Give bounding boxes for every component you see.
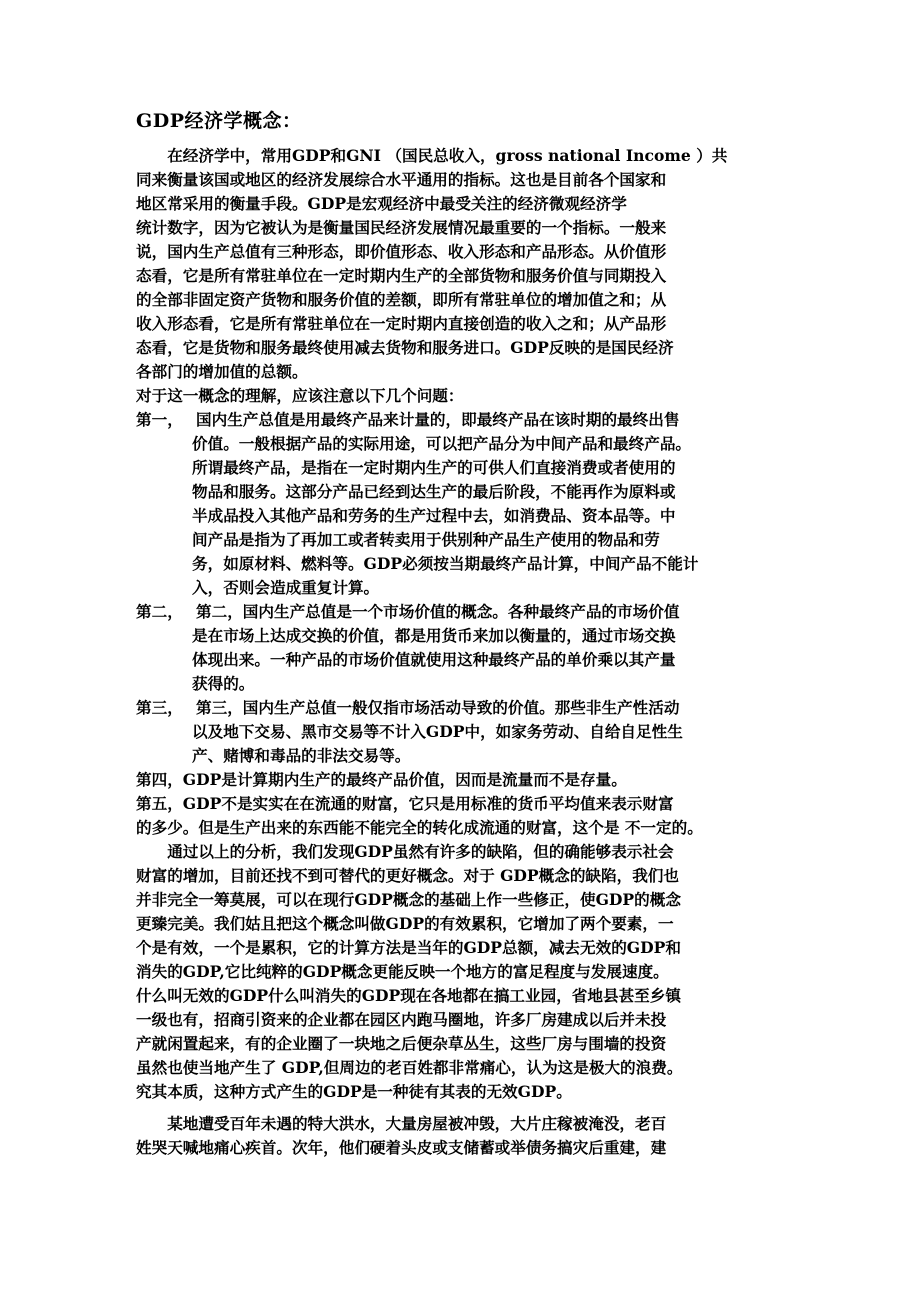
text-line: 的多少。但是生产出来的东西能不能完全的转化成流通的财富，这个是 不一定的。 [136,818,703,837]
point-line: 价值。一般根据产品的实际用途，可以把产品分为中间产品和最终产品。 [192,434,692,453]
point-line: 半成品投入其他产品和劳务的生产过程中去，如消费品、资本品等。中 [192,506,676,525]
point-line: 物品和服务。这部分产品已经到达生产的最后阶段，不能再作为原料或 [192,482,676,501]
point-line: 以及地下交易、黑市交易等不计入GDP中，如家务劳动、自给自足性生 [192,722,683,741]
text-line: 态看，它是所有常驻单位在一定时期内生产的全部货物和服务价值与同期投入 [136,266,667,285]
point-line: 务，如原材料、燃料等。GDP必须按当期最终产品计算，中间产品不能计 [192,554,699,573]
text-line: 更臻完美。我们姑且把这个概念叫做GDP的有效累积，它增加了两个要素，一 [136,914,674,933]
text-line: 说，国内生产总值有三种形态，即价值形态、收入形态和产品形态。从价值形 [136,242,667,261]
text-line: 在经济学中，常用GDP和GNI （国民总收入，gross national Income ）共 [136,146,728,165]
text-line: 并非完全一筹莫展，可以在现行GDP概念的基础上作一些修正，使GDP的概念 [136,890,681,909]
text-line: 态看，它是货物和服务最终使用减去货物和服务进口。GDP反映的是国民经济 [136,338,674,357]
text-line: 一级也有，招商引资来的企业都在园区内跑马圈地，许多厂房建成以后并未投 [136,1010,667,1029]
point-line: 体现出来。一种产品的市场价值就使用这种最终产品的单价乘以其产量 [192,650,676,669]
document-title: GDP经济学概念： [136,110,302,132]
text-line: 什么叫无效的GDP什么叫消失的GDP现在各地都在搞工业园，省地县甚至乡镇 [136,986,681,1005]
text-line: 姓哭天喊地痛心疾首。次年，他们硬着头皮或支储蓄或举债务搞灾后重建，建 [136,1138,667,1157]
text-line: 统计数字，因为它被认为是衡量国民经济发展情况最重要的一个指标。一般来 [136,218,667,237]
text-line: 第五，GDP不是实实在在流通的财富，它只是用标准的货币平均值来表示财富 [136,794,674,813]
text-line: 消失的GDP,它比纯粹的GDP概念更能反映一个地方的富足程度与发展速度。 [136,962,669,981]
point-line: 产、赌博和毒品的非法交易等。 [192,746,411,765]
text-line: 对于这一概念的理解，应该注意以下几个问题： [136,386,464,405]
point-line: 国内生产总值是用最终产品来计量的，即最终产品在该时期的最终出售 [196,410,680,429]
text-line: 某地遭受百年未遇的特大洪水，大量房屋被冲毁，大片庄稼被淹没，老百 [136,1114,667,1133]
text-line: 同来衡量该国或地区的经济发展综合水平通用的指标。这也是目前各个国家和 [136,170,667,189]
point-label: 第一， [136,410,183,429]
text-line: 财富的增加，目前还找不到可替代的更好概念。对于 GDP概念的缺陷，我们也 [136,866,679,885]
text-line: 各部门的增加值的总额。 [136,362,308,381]
text-line: 虽然也使当地产生了 GDP,但周边的老百姓都非常痛心，认为这是极大的浪费。 [136,1058,683,1077]
text-line: 地区常采用的衡量手段。GDP是宏观经济中最受关注的经济微观经济学 [136,194,627,213]
point-line: 间产品是指为了再加工或者转卖用于供别种产品生产使用的物品和劳 [192,530,660,549]
text-line: 的全部非固定资产货物和服务价值的差额，即所有常驻单位的增加值之和；从 [136,290,667,309]
point-line: 获得的。 [192,674,255,693]
point-line: 第三，国内生产总值一般仅指市场活动导致的价值。那些非生产性活动 [196,698,680,717]
text-line: 产就闲置起来，有的企业圈了一块地之后便杂草丛生，这些厂房与围墙的投资 [136,1034,667,1053]
point-label: 第三， [136,698,183,717]
point-line: 第二，国内生产总值是一个市场价值的概念。各种最终产品的市场价值 [196,602,680,621]
text-line: 个是有效，一个是累积，它的计算方法是当年的GDP总额，减去无效的GDP和 [136,938,681,957]
text-line: 通过以上的分析，我们发现GDP虽然有许多的缺陷，但的确能够表示社会 [136,842,674,861]
point-line: 入，否则会造成重复计算。 [192,578,380,597]
point-line: 是在市场上达成交换的价值，都是用货币来加以衡量的，通过市场交换 [192,626,676,645]
point-label: 第二， [136,602,183,621]
point-line: 所谓最终产品，是指在一定时期内生产的可供人们直接消费或者使用的 [192,458,676,477]
text-line: 究其本质，这种方式产生的GDP是一种徒有其表的无效GDP。 [136,1082,572,1101]
text-line: 收入形态看，它是所有常驻单位在一定时期内直接创造的收入之和；从产品形 [136,314,667,333]
text-line: 第四，GDP是计算期内生产的最终产品价值，因而是流量而不是存量。 [136,770,627,789]
